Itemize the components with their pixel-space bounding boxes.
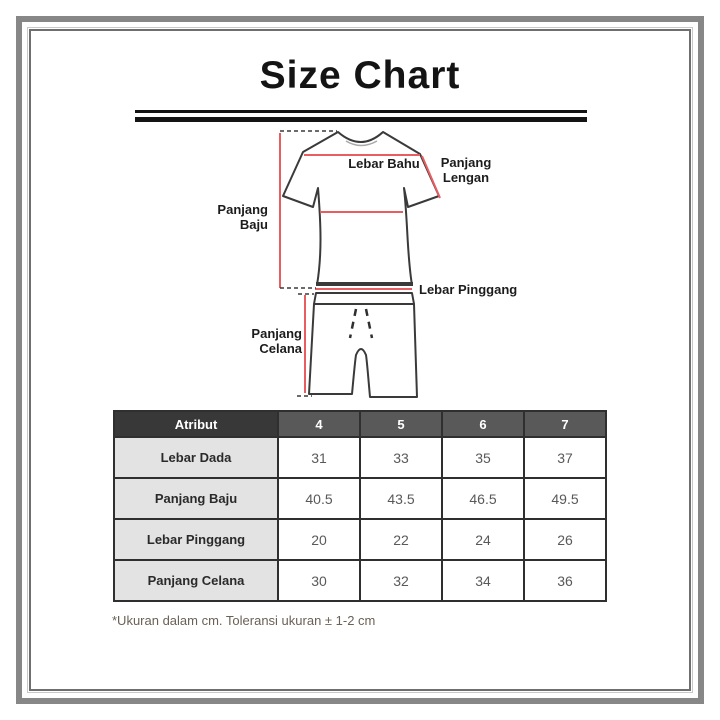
table-row-lebar-pinggang	[114, 519, 606, 560]
cell-value: 49.5	[524, 478, 606, 519]
cell-value: 37	[524, 437, 606, 478]
row-label: Panjang Celana	[114, 560, 278, 601]
cell-value: 32	[360, 560, 442, 601]
label-panjang-lengan	[428, 155, 504, 185]
cell-value: 33	[360, 437, 442, 478]
cell-value: 43.5	[360, 478, 442, 519]
label-panjang-lengan-line2: Lengan	[442, 170, 490, 185]
size-tolerance-footnote: *Ukuran dalam cm. Toleransi ukuran ± 1-2 cm	[112, 613, 376, 628]
cell-value: 20	[278, 519, 360, 560]
table-row-lebar-dada	[114, 437, 606, 478]
table-row-panjang-baju	[114, 478, 606, 519]
table-row-panjang-celana	[114, 560, 606, 601]
row-label: Lebar Pinggang	[114, 519, 278, 560]
header-cell-size-4: 4	[278, 411, 360, 437]
size-table	[113, 410, 607, 602]
row-label: Lebar Dada	[114, 437, 278, 478]
title-rule-thin	[135, 110, 587, 113]
cell-value: 31	[278, 437, 360, 478]
cell-value: 30	[278, 560, 360, 601]
header-cell-atribut: Atribut	[114, 411, 278, 437]
header-cell-size-7: 7	[524, 411, 606, 437]
cell-value: 36	[524, 560, 606, 601]
label-lebar-bahu: Lebar Bahu	[348, 156, 420, 171]
header-cell-size-6: 6	[442, 411, 524, 437]
label-panjang-baju: Panjang Baju	[217, 202, 268, 232]
cell-value: 24	[442, 519, 524, 560]
cell-value: 26	[524, 519, 606, 560]
shorts-waistband	[314, 293, 414, 304]
label-panjang-lengan-line1: Panjang	[440, 155, 492, 170]
shorts-outline	[309, 304, 417, 397]
header-cell-size-5: 5	[360, 411, 442, 437]
row-label: Panjang Baju	[114, 478, 278, 519]
cell-value: 22	[360, 519, 442, 560]
page-title: Size Chart	[259, 54, 461, 97]
size-table-header-row	[114, 411, 606, 437]
cell-value: 34	[442, 560, 524, 601]
label-panjang-celana: Panjang Celana	[251, 326, 302, 356]
cell-value: 40.5	[278, 478, 360, 519]
label-lebar-pinggang: Lebar Pinggang	[419, 282, 518, 297]
cell-value: 35	[442, 437, 524, 478]
cell-value: 46.5	[442, 478, 524, 519]
